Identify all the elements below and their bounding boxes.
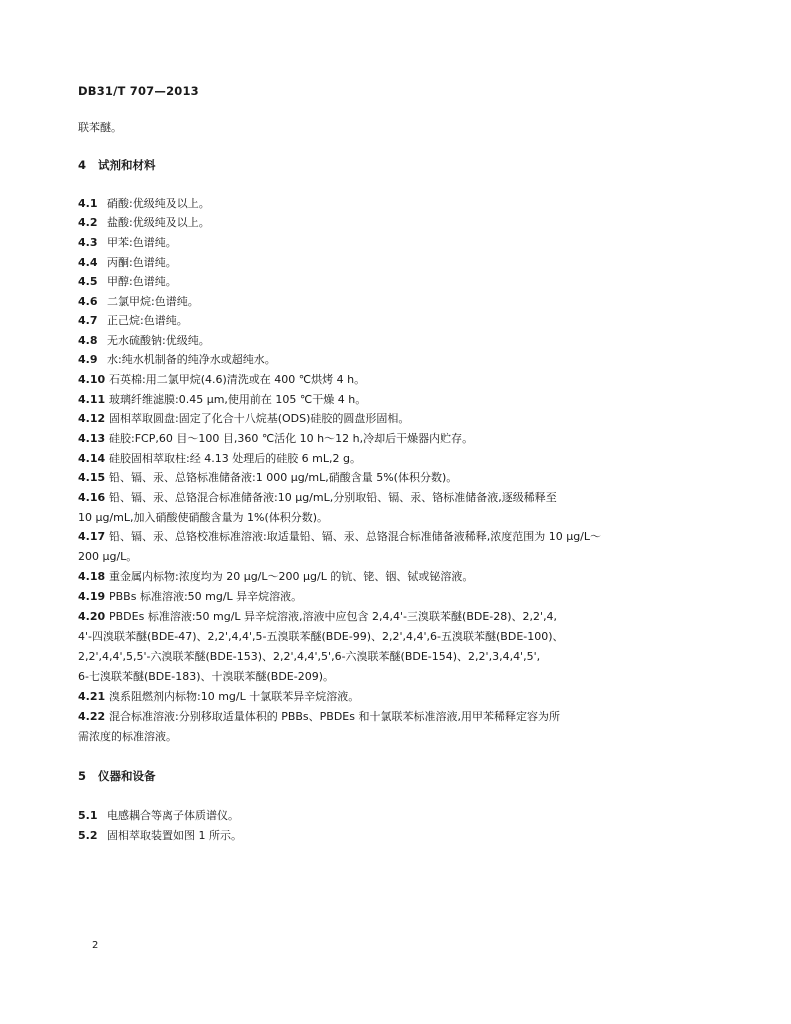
list-item (78, 710, 560, 724)
item-number: 4.5 (78, 275, 98, 288)
item-text: 电感耦合等离子体质谱仪。 (107, 809, 239, 822)
list-item (78, 314, 188, 328)
item-number: 4.20 (78, 610, 106, 623)
section-title: 试剂和材料 (98, 158, 156, 172)
list-item (78, 256, 177, 270)
section-4-heading (78, 157, 156, 173)
item-text: 硝酸:优级纯及以上。 (107, 197, 210, 210)
item-number: 4.22 (78, 710, 106, 723)
list-item (78, 295, 199, 309)
list-item (78, 809, 239, 823)
item-number: 4.6 (78, 295, 98, 308)
item-number: 4.10 (78, 373, 106, 386)
item-text: 铅、镉、汞、总铬校准标准溶液:取适量铅、镉、汞、总铬混合标准储备液稀释,浓度范围为 10 μg/L～ (109, 530, 602, 543)
item-text: 甲苯:色谱纯。 (107, 236, 177, 249)
item-number: 4.21 (78, 690, 106, 703)
item-number: 4.12 (78, 412, 106, 425)
list-item (78, 829, 242, 843)
item-continuation: 2,2',4,4',5,5'-六溴联苯醚(BDE-153)、2,2',4,4',5',6-六溴联苯醚(BDE-154)、2,2',3,4,4',5', (78, 650, 541, 663)
list-item (78, 570, 473, 584)
item-text: 二氯甲烷:色谱纯。 (107, 295, 199, 308)
item-text: 铅、镉、汞、总铬标准储备液:1 000 μg/mL,硝酸含量 5%(体积分数)。 (109, 471, 458, 484)
item-number: 4.3 (78, 236, 98, 249)
page-number: 2 (92, 940, 99, 951)
item-text: 盐酸:优级纯及以上。 (107, 216, 210, 229)
item-continuation: 需浓度的标准溶液。 (78, 730, 177, 743)
list-item (78, 216, 210, 230)
item-number: 4.7 (78, 314, 98, 327)
item-number: 4.14 (78, 452, 106, 465)
item-number: 4.15 (78, 471, 106, 484)
item-number: 4.19 (78, 590, 106, 603)
list-item (78, 530, 601, 544)
item-number: 4.17 (78, 530, 106, 543)
list-item (78, 236, 177, 250)
intro-text: 联苯醚。 (78, 121, 122, 134)
item-text: 玻璃纤维滤膜:0.45 μm,使用前在 105 ℃干燥 4 h。 (109, 393, 367, 406)
list-item (78, 393, 366, 407)
item-number: 4.1 (78, 197, 98, 210)
item-number: 4.18 (78, 570, 106, 583)
item-text: 硅胶:FCP,60 目～100 目,360 ℃活化 10 h～12 h,冷却后干燥器内贮存。 (109, 432, 474, 445)
item-text: 混合标准溶液:分别移取适量体积的 PBBs、PBDEs 和十氯联苯标准溶液,用甲苯稀释定容为所 (109, 710, 560, 723)
item-text: PBDEs 标准溶液:50 mg/L 异辛烷溶液,溶液中应包含 2,4,4'-三溴联苯醚(BDE-28)、2,2',4, (109, 610, 558, 623)
item-number: 4.11 (78, 393, 106, 406)
list-item (78, 432, 473, 446)
item-text: 重金属内标物:浓度均为 20 μg/L～200 μg/L 的钪、铑、铟、铽或铋溶液。 (109, 570, 474, 583)
item-text: 溴系阻燃剂内标物:10 mg/L 十氯联苯异辛烷溶液。 (109, 690, 360, 703)
item-text: 丙酮:色谱纯。 (107, 256, 177, 269)
item-continuation: 10 μg/mL,加入硝酸使硝酸含量为 1%(体积分数)。 (78, 511, 329, 524)
item-text: 石英棉:用二氯甲烷(4.6)清洗或在 400 ℃烘烤 4 h。 (109, 373, 366, 386)
section-title: 仪器和设备 (98, 769, 156, 783)
list-item (78, 452, 361, 466)
item-number: 4.9 (78, 353, 98, 366)
list-item (78, 590, 302, 604)
section-number: 5 (78, 769, 87, 783)
list-item (78, 471, 457, 485)
list-item (78, 491, 557, 505)
item-text: PBBs 标准溶液:50 mg/L 异辛烷溶液。 (109, 590, 303, 603)
list-item (78, 373, 365, 387)
item-number: 4.2 (78, 216, 98, 229)
list-item (78, 610, 557, 624)
list-item (78, 353, 276, 367)
document-code: DB31/T 707—2013 (78, 84, 199, 98)
item-text: 正己烷:色谱纯。 (107, 314, 188, 327)
item-continuation: 6-七溴联苯醚(BDE-183)、十溴联苯醚(BDE-209)。 (78, 670, 334, 683)
item-number: 4.8 (78, 334, 98, 347)
item-text: 甲醇:色谱纯。 (107, 275, 177, 288)
item-number: 5.2 (78, 829, 98, 842)
item-number: 5.1 (78, 809, 98, 822)
list-item (78, 275, 177, 289)
item-continuation: 200 μg/L。 (78, 550, 138, 563)
item-text: 水:纯水机制备的纯净水或超纯水。 (107, 353, 276, 366)
list-item (78, 690, 359, 704)
section-5-heading (78, 768, 156, 784)
item-text: 铅、镉、汞、总铬混合标准储备液:10 μg/mL,分别取铅、镉、汞、铬标准储备液,逐级稀释至 (109, 491, 557, 504)
list-item (78, 334, 210, 348)
list-item (78, 197, 210, 211)
item-number: 4.4 (78, 256, 98, 269)
item-number: 4.13 (78, 432, 106, 445)
item-text: 硅胶固相萃取柱:经 4.13 处理后的硅胶 6 mL,2 g。 (109, 452, 361, 465)
item-text: 固相萃取装置如图 1 所示。 (107, 829, 242, 842)
list-item (78, 412, 409, 426)
item-text: 无水硫酸钠:优级纯。 (107, 334, 210, 347)
item-text: 固相萃取圆盘:固定了化合十八烷基(ODS)硅胶的圆盘形固相。 (109, 412, 410, 425)
item-number: 4.16 (78, 491, 106, 504)
section-number: 4 (78, 158, 87, 172)
item-continuation: 4'-四溴联苯醚(BDE-47)、2,2',4,4',5-五溴联苯醚(BDE-99)、2,2',4,4',6-五溴联苯醚(BDE-100)、 (78, 630, 564, 643)
